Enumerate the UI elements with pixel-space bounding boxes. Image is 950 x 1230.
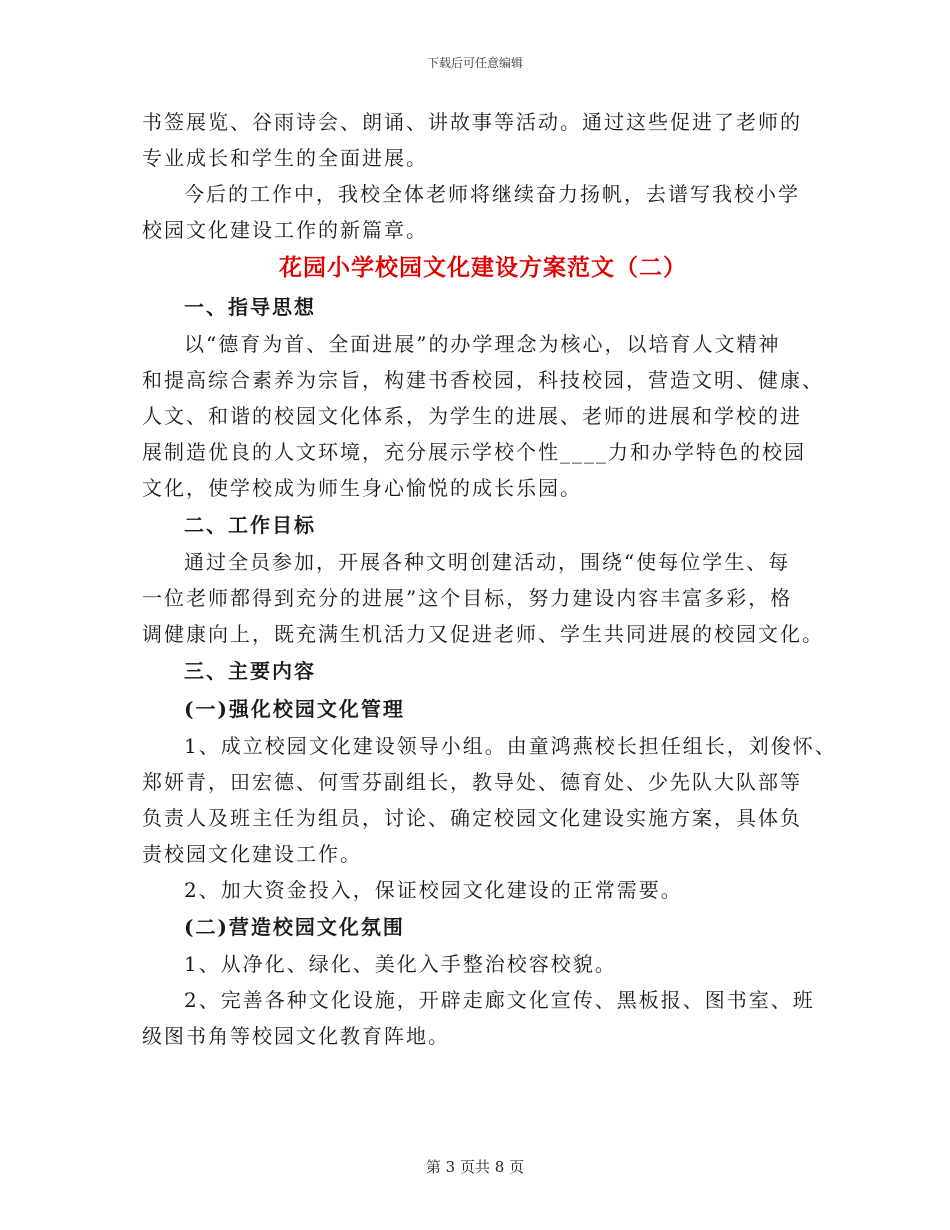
paragraph-line: 通过全员参加，开展各种文明创建活动，围绕“使每位学生、每 bbox=[184, 550, 791, 574]
subsection-heading: (二)营造校园文化氛围 bbox=[184, 915, 405, 939]
paragraph-line: 书签展览、谷雨诗会、朗诵、讲故事等活动。通过这些促进了老师的 bbox=[142, 110, 802, 134]
paragraph-line: 和提高综合素养为宗旨，构建书香校园，科技校园，营造文明、健康、 bbox=[142, 368, 824, 392]
paragraph-line: 人文、和谐的校园文化体系，为学生的进展、老师的进展和学校的进 bbox=[142, 404, 802, 428]
paragraph-line: 郑妍青，田宏德、何雪芬副组长，教导处、德育处、少先队大队部等 bbox=[142, 770, 802, 794]
subsection-heading: (一)强化校园文化管理 bbox=[184, 697, 405, 721]
page-header: 下载后可任意编辑 bbox=[426, 56, 523, 70]
document-body bbox=[142, 104, 837, 1054]
paragraph-line: 校园文化建设工作的新篇章。 bbox=[142, 218, 428, 242]
paragraph-line: 责校园文化建设工作。 bbox=[142, 842, 362, 866]
section-heading: 二、工作目标 bbox=[184, 513, 316, 537]
paragraph-line: 展制造优良的人文环境，充分展示学校个性____力和办学特色的校园 bbox=[142, 440, 806, 464]
page-footer: 第 3 页共 8 页 bbox=[425, 1158, 525, 1176]
paragraph-line: 负责人及班主任为组员，讨论、确定校园文化建设实施方案，具体负 bbox=[142, 806, 802, 830]
paragraph-line: 1、从净化、绿化、美化入手整治校容校貌。 bbox=[184, 952, 617, 976]
document-title: 花园小学校园文化建设方案范文（二） bbox=[279, 254, 687, 281]
paragraph-line: 调健康向上，既充满生机活力又促进老师、学生共同进展的校园文化。 bbox=[142, 622, 824, 646]
paragraph-line: 文化，使学校成为师生身心愉悦的成长乐园。 bbox=[142, 476, 582, 500]
paragraph-line: 级图书角等校园文化教育阵地。 bbox=[142, 1024, 450, 1048]
paragraph-line: 1、成立校园文化建设领导小组。由童鸿燕校长担任组长，刘俊怀、 bbox=[184, 734, 837, 758]
paragraph-line: 2、加大资金投入，保证校园文化建设的正常需要。 bbox=[184, 878, 683, 902]
paragraph-line: 2、完善各种文化设施，开辟走廊文化宣传、黑板报、图书室、班 bbox=[184, 988, 815, 1012]
paragraph-line: 以“德育为首、全面进展”的办学理念为核心，以培育人文精神 bbox=[184, 332, 781, 356]
section-heading: 三、主要内容 bbox=[184, 659, 316, 683]
paragraph-line: 一位老师都得到充分的进展”这个目标，努力建设内容丰富多彩，格 bbox=[142, 586, 793, 610]
paragraph-line: 专业成长和学生的全面进展。 bbox=[142, 146, 428, 170]
paragraph-line: 今后的工作中，我校全体老师将继续奋力扬帆，去谱写我校小学 bbox=[184, 182, 800, 206]
section-heading: 一、指导思想 bbox=[184, 295, 316, 319]
